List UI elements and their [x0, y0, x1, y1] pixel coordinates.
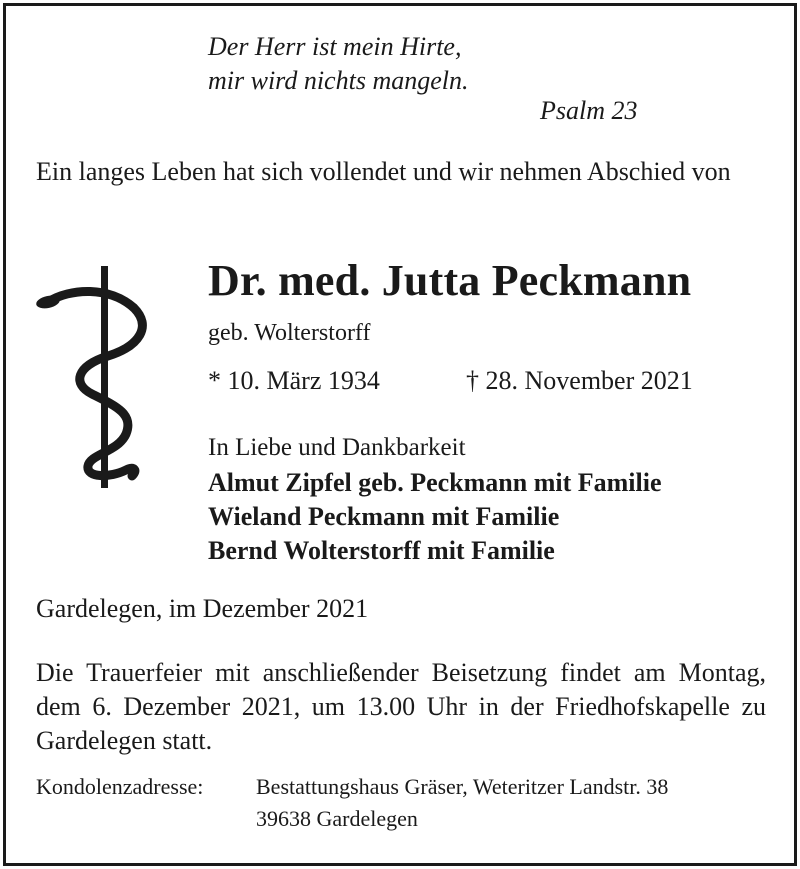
maiden-name: geb. Wolterstorff [208, 320, 371, 346]
quote-line-2: mir wird nichts mangeln. [208, 66, 469, 95]
condolence-label: Kondolenzadresse: [36, 774, 204, 799]
ceremony-text: Die Trauerfeier mit anschließender Beisetzung findet am Montag, dem 6. Dezember 2021, um 13.00 Uhr in der Friedhofskapelle zu Gardelegen statt. [36, 658, 766, 755]
rod-of-asclepius-icon [30, 264, 150, 492]
condolence-city: 39638 Gardelegen [256, 806, 418, 831]
mourners-intro: In Liebe und Dankbarkeit [208, 434, 466, 461]
mourner-family: Wieland Peckmann mit Familie [208, 502, 560, 531]
death-date: † 28. November 2021 [466, 366, 693, 395]
mourner-family: Almut Zipfel geb. Peckmann mit Familie [208, 468, 662, 497]
birth-date: * 10. März 1934 [208, 366, 380, 395]
quote-line-1: Der Herr ist mein Hirte, [208, 32, 462, 61]
bible-quote [208, 30, 468, 98]
place-date: Gardelegen, im Dezember 2021 [36, 594, 369, 623]
condolence-address: Bestattungshaus Gräser, Weteritzer Landstr. 38 [256, 774, 669, 799]
quote-source: Psalm 23 [540, 96, 638, 125]
deceased-name: Dr. med. Jutta Peckmann [208, 256, 692, 305]
mourner-family: Bernd Wolterstorff mit Familie [208, 536, 555, 565]
intro-text: Ein langes Leben hat sich vollendet und wir nehmen Abschied von [36, 157, 731, 186]
